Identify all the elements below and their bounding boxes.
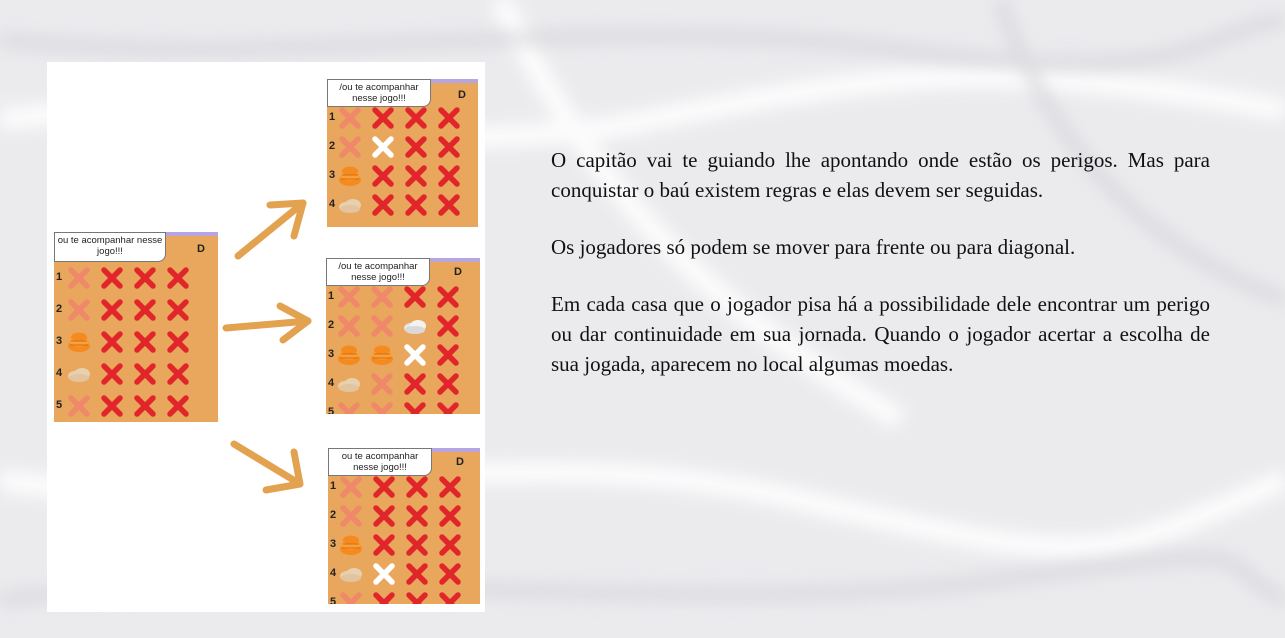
faded-x-icon[interactable] [369,400,395,415]
red-x-icon[interactable] [165,361,191,387]
board-row [327,161,478,190]
faded-x-icon[interactable] [337,105,363,131]
board-row [326,340,480,369]
board-row [327,132,478,161]
red-x-icon[interactable] [436,163,462,189]
red-x-icon[interactable] [165,329,191,355]
red-x-icon[interactable] [437,474,463,500]
row-number: 1 [56,271,63,283]
board-row [54,326,218,358]
grey-cloud-icon[interactable] [402,313,428,339]
white-x-icon[interactable] [371,561,397,587]
red-x-icon[interactable] [436,134,462,160]
red-x-icon[interactable] [165,265,191,291]
board-row [327,190,478,219]
board-row [328,588,480,604]
row-number: 5 [330,595,337,604]
faded-x-icon[interactable] [66,265,92,291]
faded-x-icon[interactable] [369,313,395,339]
red-x-icon[interactable] [132,393,158,419]
board-row [326,369,480,398]
board-row [328,559,480,588]
board-bot [328,448,480,604]
paragraph-danger-or-coins: Em cada casa que o jogador pisa há a possibilidade dele encontrar um perigo ou dar continuidade em sua jornada. Quando o jogador acertar a escolha de sua jogada, aparecem no local algumas moedas. [551,292,1210,376]
coins-icon[interactable] [338,532,364,558]
red-x-icon[interactable] [437,532,463,558]
red-x-icon[interactable] [403,105,429,131]
board-row [54,358,218,390]
red-x-icon[interactable] [404,474,430,500]
board-row [326,282,480,311]
red-x-icon[interactable] [371,503,397,529]
captain-speech-bubble: /ou te acompanhar nesse jogo!!! [326,258,430,286]
row-number: 4 [329,197,336,210]
red-x-icon[interactable] [437,590,463,605]
faded-x-icon[interactable] [337,134,363,160]
red-x-icon[interactable] [371,532,397,558]
paragraph-captain-guides: O capitão vai te guiando lhe apontando onde estão os perigos. Mas para conquistar o baú existem regras e elas devem ser seguidas. [551,148,1210,202]
red-x-icon[interactable] [435,371,461,397]
rules-text [551,145,1210,406]
red-x-icon[interactable] [436,105,462,131]
row-number: 4 [328,376,335,389]
row-number: 4 [330,566,337,579]
red-x-icon[interactable] [165,393,191,419]
red-x-icon[interactable] [132,297,158,323]
board-row [327,103,478,132]
column-letter-d: D [456,456,464,468]
cloud-icon[interactable] [338,561,364,587]
column-letter-d: D [458,89,466,101]
captain-speech-bubble: ou te acompanhar nesse jogo!!! [328,448,432,476]
red-x-icon[interactable] [132,361,158,387]
faded-x-icon[interactable] [338,590,364,605]
row-number: 2 [328,318,335,331]
board-row [54,262,218,294]
red-x-icon[interactable] [99,361,125,387]
row-number: 5 [56,399,63,411]
paragraph-movement-rule: Os jogadores só podem se mover para frente ou para diagonal. [551,235,1076,259]
row-number: 5 [328,405,335,414]
red-x-icon[interactable] [404,503,430,529]
red-x-icon[interactable] [99,265,125,291]
red-x-icon[interactable] [437,561,463,587]
row-number: 2 [56,303,63,315]
row-number: 1 [330,479,337,492]
red-x-icon[interactable] [99,329,125,355]
cloud-icon[interactable] [66,361,92,387]
faded-x-icon[interactable] [338,474,364,500]
cloud-icon[interactable] [337,192,363,218]
red-x-icon[interactable] [403,163,429,189]
faded-x-icon[interactable] [66,393,92,419]
column-letter-d: D [197,243,205,255]
row-number: 2 [329,139,336,152]
red-x-icon[interactable] [435,284,461,310]
row-number: 3 [328,347,335,360]
faded-x-icon[interactable] [338,503,364,529]
column-letter-d: D [454,266,462,278]
red-x-icon[interactable] [436,192,462,218]
red-x-icon[interactable] [99,393,125,419]
board-row [54,390,218,422]
red-x-icon[interactable] [402,284,428,310]
row-number: 2 [330,508,337,521]
red-x-icon[interactable] [370,163,396,189]
board-row [326,398,480,414]
coins-icon[interactable] [66,329,92,355]
red-x-icon[interactable] [403,192,429,218]
faded-x-icon[interactable] [66,297,92,323]
row-number: 1 [328,289,335,302]
board-mid [326,258,480,414]
row-number: 3 [330,537,337,550]
red-x-icon[interactable] [370,105,396,131]
white-x-icon[interactable] [402,342,428,368]
faded-x-icon[interactable] [369,284,395,310]
red-x-icon[interactable] [132,265,158,291]
faded-x-icon[interactable] [336,284,362,310]
board-row [328,530,480,559]
row-number: 4 [56,367,63,379]
red-x-icon[interactable] [404,590,430,605]
row-number: 1 [329,110,336,123]
red-x-icon[interactable] [404,532,430,558]
red-x-icon[interactable] [99,297,125,323]
faded-x-icon[interactable] [336,313,362,339]
red-x-icon[interactable] [402,400,428,415]
red-x-icon[interactable] [435,342,461,368]
red-x-icon[interactable] [404,561,430,587]
captain-speech-bubble: ou te acompanhar nesse jogo!!! [54,232,166,262]
red-x-icon[interactable] [165,297,191,323]
captain-speech-bubble: /ou te acompanhar nesse jogo!!! [327,79,431,107]
board-row [328,501,480,530]
board-row [54,294,218,326]
faded-x-icon[interactable] [336,400,362,415]
red-x-icon[interactable] [371,474,397,500]
row-number: 3 [329,168,336,181]
red-x-icon[interactable] [371,590,397,605]
coins-icon[interactable] [337,163,363,189]
coins-icon[interactable] [336,342,362,368]
board-row [326,311,480,340]
board-main [54,232,218,422]
red-x-icon[interactable] [370,192,396,218]
row-number: 3 [56,335,63,347]
coins-icon[interactable] [369,342,395,368]
cloud-icon[interactable] [336,371,362,397]
faded-x-icon[interactable] [369,371,395,397]
red-x-icon[interactable] [403,134,429,160]
board-row [328,472,480,501]
red-x-icon[interactable] [435,313,461,339]
red-x-icon[interactable] [402,371,428,397]
red-x-icon[interactable] [437,503,463,529]
red-x-icon[interactable] [132,329,158,355]
white-x-icon[interactable] [370,134,396,160]
board-top [327,79,478,227]
red-x-icon[interactable] [435,400,461,415]
